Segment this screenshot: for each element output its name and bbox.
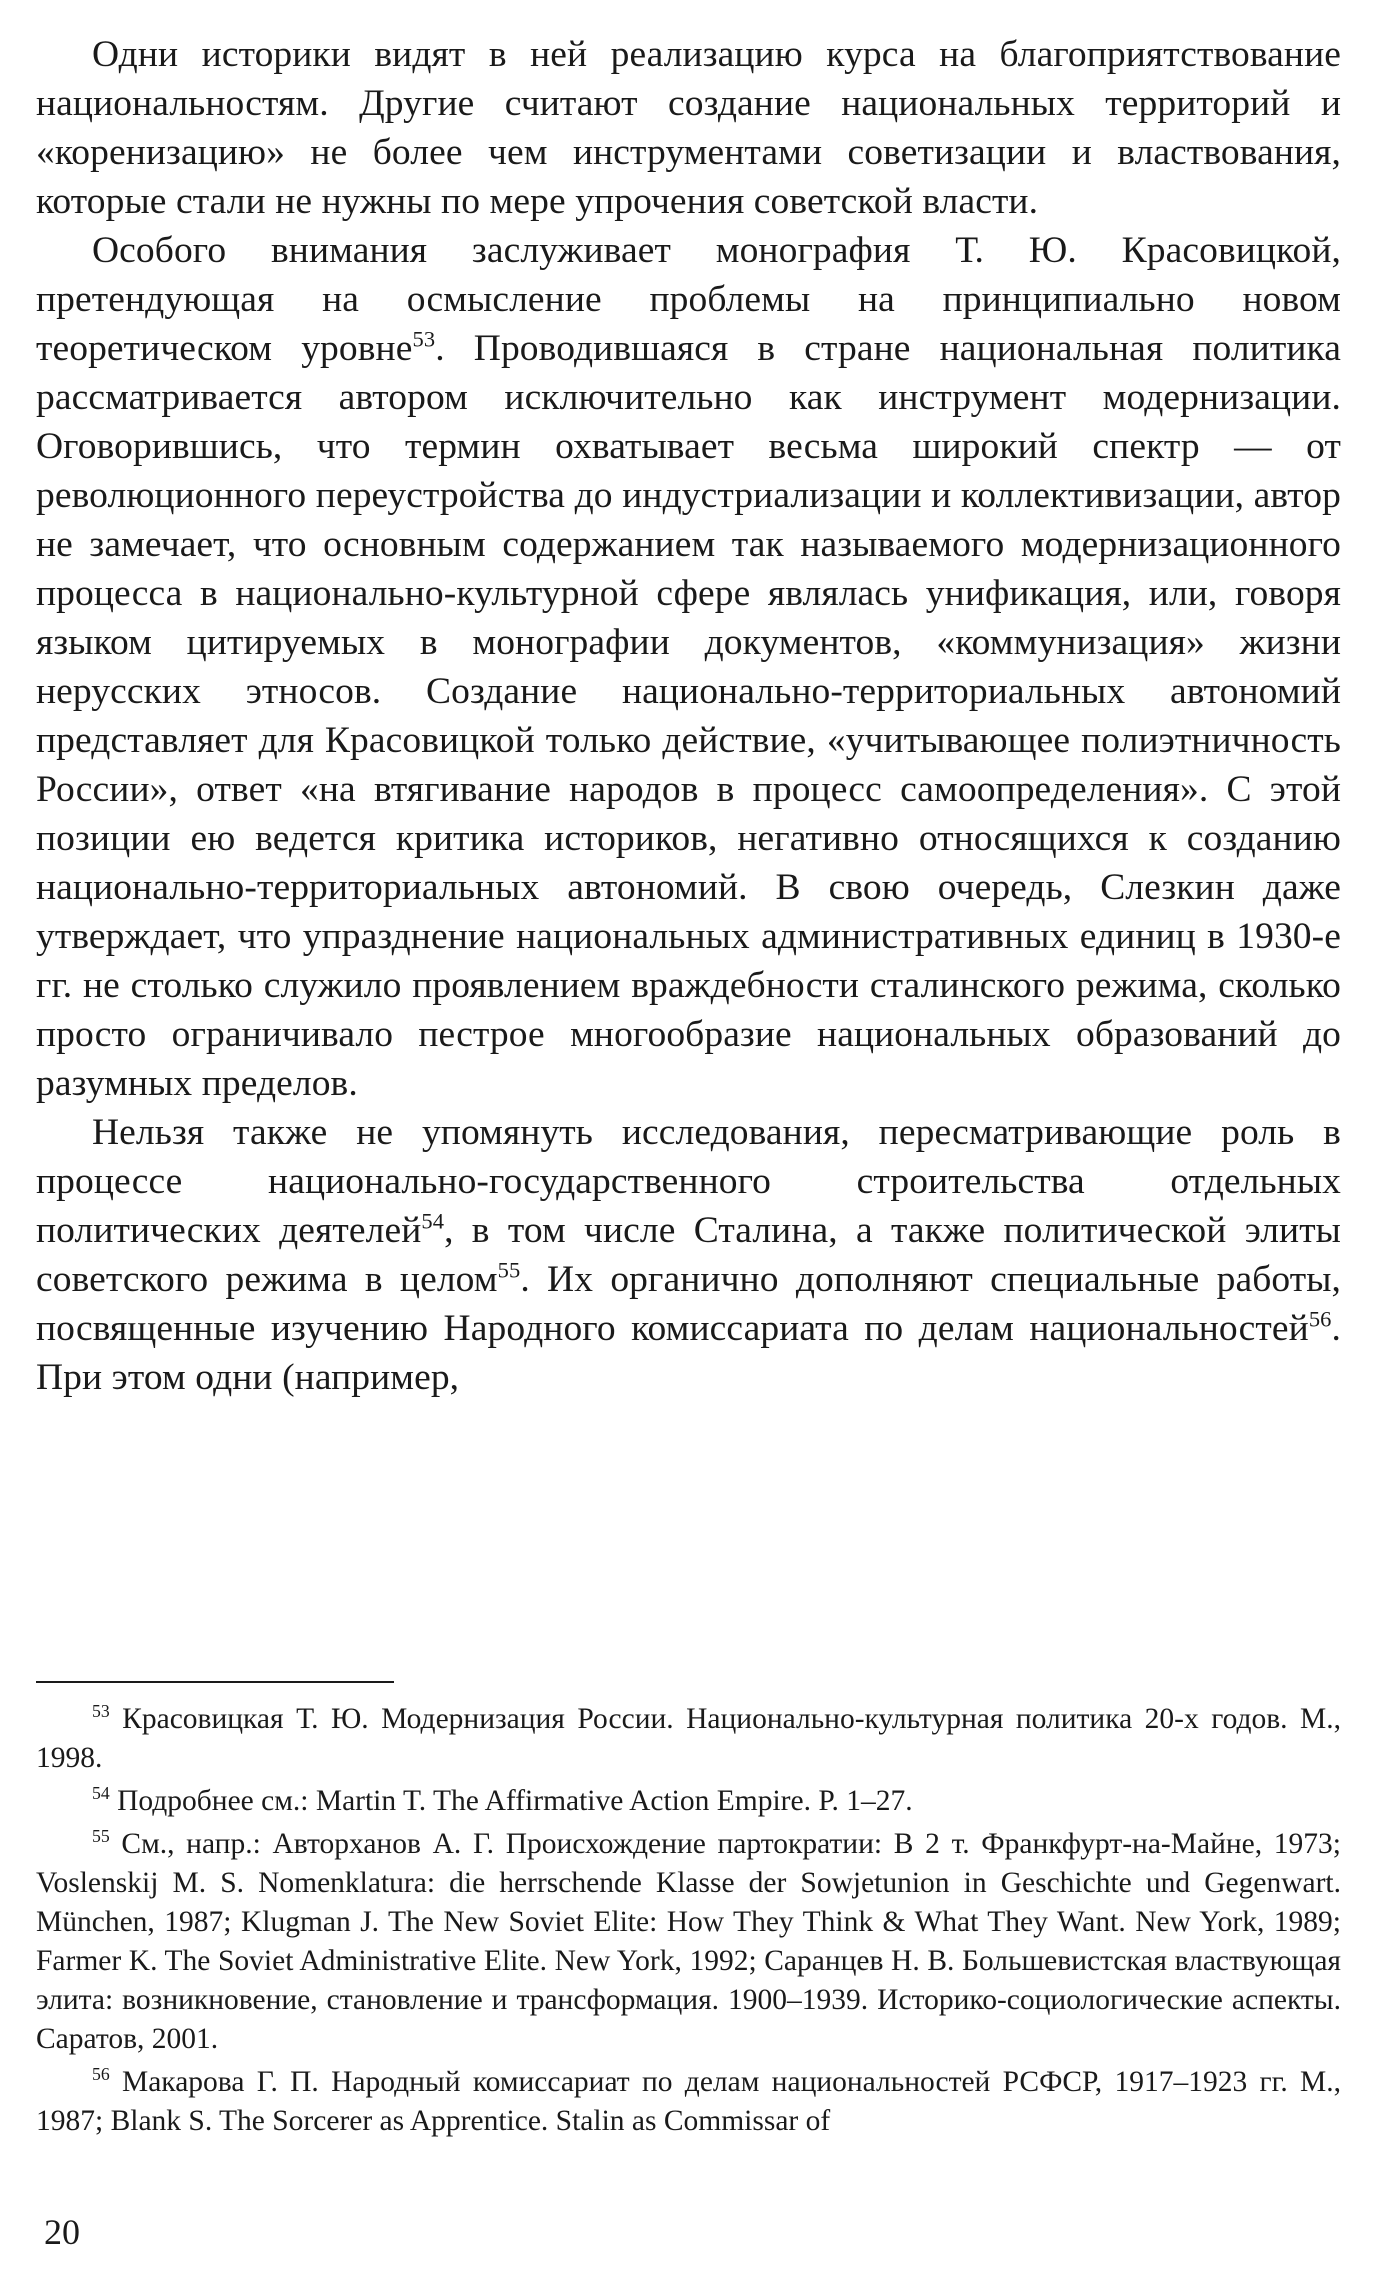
page-number: 20 xyxy=(44,2212,80,2252)
footnote-ref-55: 55 xyxy=(497,1257,521,1283)
footnote-56 xyxy=(36,2063,1341,2141)
main-text xyxy=(36,30,1341,1402)
footnote-text: Подробнее см.: Martin T. The Affirmative Action Empire. P. 1–27. xyxy=(117,1785,913,1817)
footnote-53 xyxy=(36,1700,1341,1778)
footnote-number: 54 xyxy=(92,1783,110,1804)
footnote-divider xyxy=(36,1681,394,1683)
footnote-number: 56 xyxy=(92,2064,110,2085)
footnote-number: 53 xyxy=(92,1701,110,1722)
footnote-ref-56: 56 xyxy=(1308,1306,1332,1332)
footnotes xyxy=(36,1700,1341,2145)
paragraph-1: Одни историки видят в ней реализацию курса на благоприятствование национальностям. Другие считают создание национальных территорий и «коренизацию» не более чем инструментами советизации и властвования, которые стали не нужны по мере упрочения советской власти. xyxy=(36,34,1341,222)
paragraph-3-part-b: , в том числе Сталина, а также политической элиты советского режима в целом xyxy=(36,1210,1341,1300)
footnote-ref-53: 53 xyxy=(412,326,436,352)
paragraph-3-part-a: Нельзя также не упомянуть исследования, пересматривающие роль в процессе национально-государственного строительства отдельных политических деятелей xyxy=(36,1112,1341,1251)
paragraph-2-part-b: . Проводившаяся в стране национальная политика рассматривается автором исключительно как инструмент модернизации. Оговорившись, что термин охватывает весьма широкий спектр — от революционного переустройства до индустриализации и коллективизации, автор не замечает, что основным содержанием так называемого модернизационного процесса в национально-культурной сфере являлась унификация, или, говоря языком цитируемых в монографии документов, «коммунизация» жизни нерусских этносов. Создание национально-территориальных автономий представляет для Красовицкой только действие, «учитывающее полиэтничность России», ответ «на втягивание народов в процесс самоопределения». С этой позиции ею ведется критика историков, негативно относящихся к созданию национально-территориальных автономий. В свою очередь, Слезкин даже утверждает, что упразднение национальных административных единиц в 1930-е гг. не столько служило проявлением враждебности сталинского режима, сколько просто ограничивало пестрое многообразие национальных образований до разумных пределов. xyxy=(36,328,1341,1104)
footnote-text: См., напр.: Авторханов А. Г. Происхождение партократии: В 2 т. Франкфурт-на-Майне, 1973; Voslenskij M. S. Nomenklatura: die herrschende Klasse der Sowjetunion in Geschichte und Gegenwart. München, 1987; Klugman J. The New Soviet Elite: How They Think & What They Want. New York, 1989; Farmer K. The Soviet Administrative Elite. New York, 1992; Саранцев Н. В. Большевистская властвующая элита: возникновение, становление и трансформация. 1900–1939. Историко-социологические аспекты. Саратов, 2001. xyxy=(36,1828,1342,2055)
paragraph-3 xyxy=(36,1108,1341,1402)
footnote-number: 55 xyxy=(92,1826,110,1847)
footnote-text: Красовицкая Т. Ю. Модернизация России. Национально-культурная политика 20-х годов. М., 1998. xyxy=(36,1703,1341,1774)
paragraph-3-part-d: . При этом одни (например, xyxy=(36,1308,1341,1398)
paragraph-3-part-c: . Их органично дополняют специальные работы, посвященные изучению Народного комиссариата по делам национальностей xyxy=(36,1259,1341,1349)
footnote-text: Макарова Г. П. Народный комиссариат по делам национальностей РСФСР, 1917–1923 гг. М., 1987; Blank S. The Sorcerer as Apprentice. Stalin as Commissar of xyxy=(36,2066,1342,2137)
footnote-55 xyxy=(36,1825,1341,2059)
footnote-54 xyxy=(36,1782,1341,1821)
paragraph-2-part-a: Особого внимания заслуживает монография Т. Ю. Красовицкой, претендующая на осмысление проблемы на принципиально новом теоретическом уровне xyxy=(36,230,1341,369)
footnote-ref-54: 54 xyxy=(421,1208,445,1234)
paragraph-2 xyxy=(36,226,1341,1108)
